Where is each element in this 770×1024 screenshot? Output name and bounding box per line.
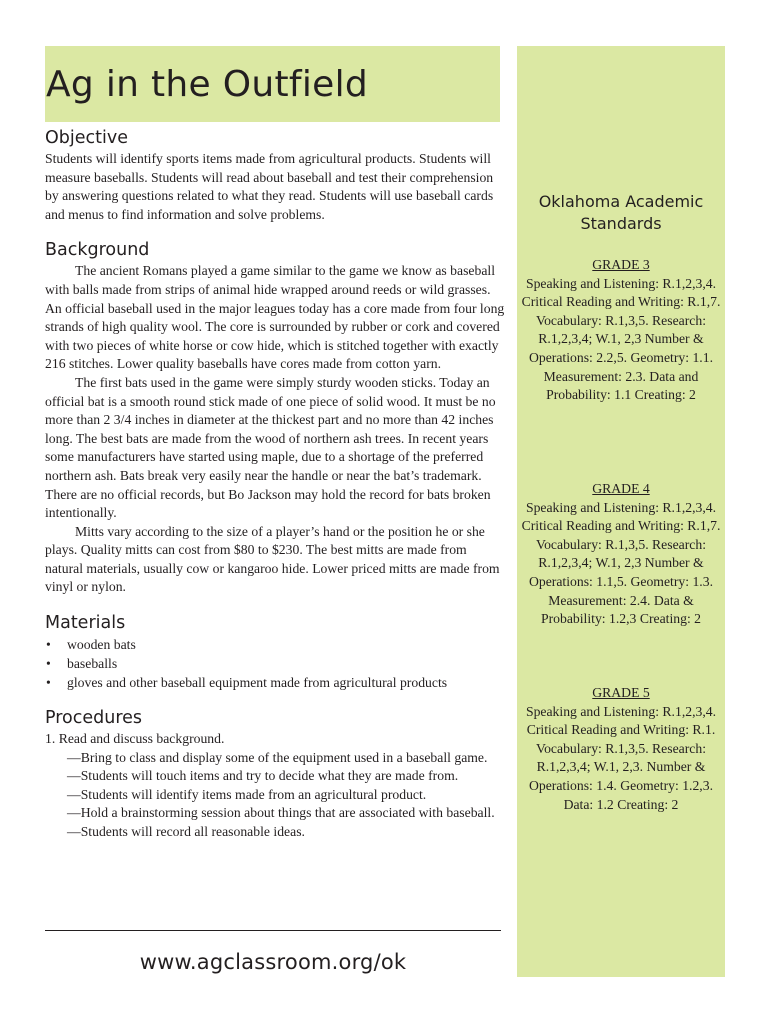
grade-standards-text: Speaking and Listening: R.1,2,3,4. Critical Reading and Writing: R.1. Vocabulary: R.1,3,5. Research: R.1,2,3,4; W.1, 2,3. Number & Operations: 1.4. Geometry: 1.2,3. Data: 1.2 Creating: 2 — [525, 703, 717, 812]
objective-heading: Objective — [45, 128, 128, 148]
procedure-substep: —Students will touch items and try to decide what they are made from. — [67, 768, 459, 784]
grade-title: GRADE 3 — [592, 257, 650, 272]
standards-sidebar — [517, 46, 725, 977]
list-item — [45, 673, 505, 692]
procedures-list — [45, 730, 505, 842]
standards-title: Oklahoma Academic Standards — [538, 192, 704, 233]
list-item — [45, 635, 505, 654]
objective-section — [45, 126, 505, 224]
procedure-substep: —Students will record all reasonable ideas. — [67, 824, 305, 840]
grade-title: GRADE 4 — [592, 481, 650, 496]
list-item-text: wooden bats — [67, 637, 136, 653]
grade-standards-text: Speaking and Listening: R.1,2,3,4. Critical Reading and Writing: R.1,7. Vocabulary: R.1,3,5. Research: R.1,2,3,4; W.1, 2,3 Number & Operations: 1.1,5. Geometry: 1.3. Measurement: 2.4. Data & Probability: 1.2,3 Creating: 2 — [521, 499, 721, 627]
bullet-icon: • — [46, 656, 51, 672]
materials-heading: Materials — [45, 613, 126, 634]
procedures-section — [45, 706, 505, 842]
grade-standards-text: Speaking and Listening: R.1,2,3,4. Critical Reading and Writing: R.1,7. Vocabulary: R.1,3,5. Research: R.1,2,3,4; W.1, 2,3 Number & Operations: 2.2,5. Geometry: 1.1. Measurement: 2.3. Data and Probability: 1.1 Creating: 2 — [521, 275, 721, 403]
procedure-substep: —Bring to class and display some of the equipment used in a baseball game. — [67, 749, 488, 765]
materials-section — [45, 611, 505, 692]
procedure-substep: —Students will identify items made from an agricultural product. — [67, 786, 427, 802]
background-paragraph: Mitts vary according to the size of a player’s hand or the position he or she plays. Quality mitts can cost from $80 to $230. The best mitts are made from natural materials, usually cow or kangaroo hide. Lower priced mitts are made from vinyl or nylon. — [45, 523, 500, 595]
main-column — [45, 126, 505, 842]
list-item — [45, 654, 505, 673]
footer-divider — [45, 930, 501, 931]
background-paragraph: The first bats used in the game were simply sturdy wooden sticks. Today an official bat is a smooth round stick made of one piece of solid wood. It must be no more than 2 3/4 inches in diameter at the thickest part and no more than 42 inches long. The best bats are made from the wood of northern ash trees. In recent years some manufacturers have started using maple, due to a shortage of the preferred northern ash. Bats break very easily near the handle or near the bat’s trademark. There are no official records, but Bo Jackson may hold the record for bats broken intentionally. — [45, 374, 496, 521]
procedures-heading: Procedures — [45, 708, 143, 729]
title-band — [45, 46, 500, 122]
background-paragraph: The ancient Romans played a game similar to the game we know as baseball with balls made from strips of animal hide wrapped around reeds or wild grasses. An official baseball used in the major leagues today has a core made from four long strands of high quality wool. The core is surrounded by rubber or cork and covered with two pieces of white horse or cow hide, which is stitched together with exactly 216 stitches. Lower quality baseballs have cores made from cotton yarn. — [45, 263, 505, 372]
grade-3-block — [517, 256, 725, 405]
procedure-substep: —Hold a brainstorming session about things that are associated with baseball. — [67, 805, 495, 821]
bullet-icon: • — [46, 637, 51, 653]
list-item-text: gloves and other baseball equipment made from agricultural products — [67, 675, 448, 691]
page-title: Ag in the Outfield — [46, 64, 369, 105]
grade-title: GRADE 5 — [592, 685, 650, 700]
list-item-text: baseballs — [67, 656, 118, 672]
procedure-step: 1. Read and discuss background. — [45, 731, 225, 747]
background-section — [45, 238, 505, 597]
grade-4-block — [517, 480, 725, 629]
grade-5-block — [517, 684, 725, 814]
background-heading: Background — [45, 240, 150, 261]
bullet-icon: • — [46, 675, 51, 691]
footer-url[interactable]: www.agclassroom.org/ok — [139, 950, 407, 974]
objective-text: Students will identify sports items made from agricultural products. Students will measure baseballs. Students will read about baseball and test their comprehension by answering questions related to what they read. Students will use baseball cards and menus to find information and solve problems. — [45, 151, 494, 222]
materials-list — [45, 635, 505, 692]
